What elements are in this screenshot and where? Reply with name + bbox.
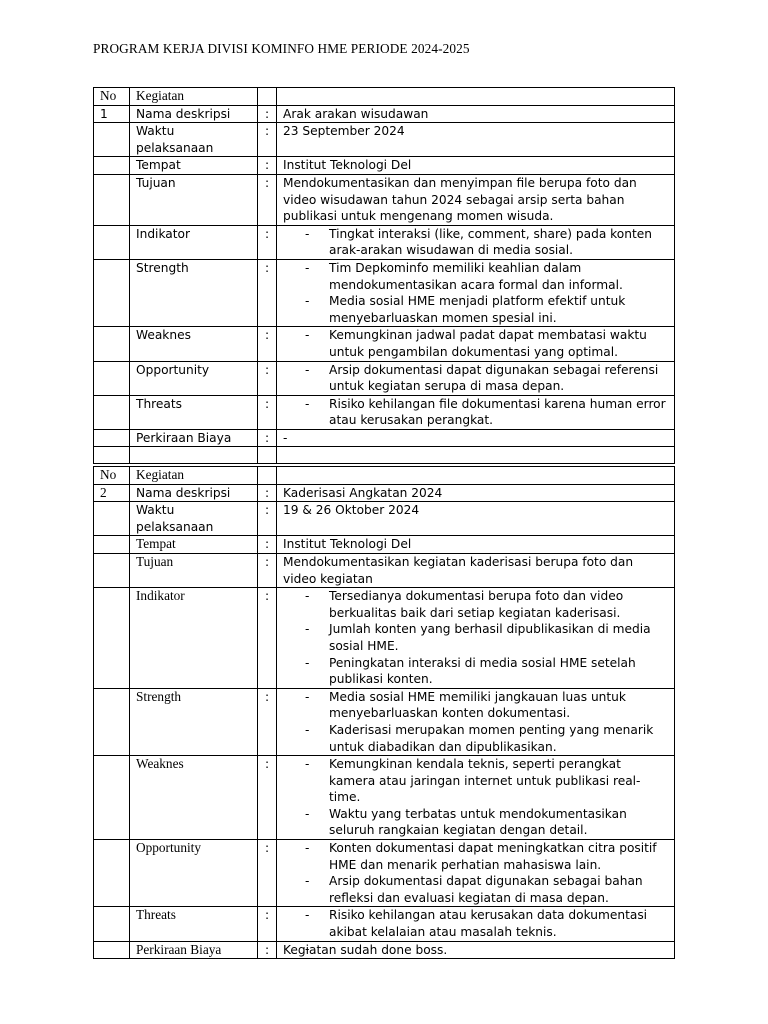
row-biaya: Perkiraan Biaya : - xyxy=(94,429,675,447)
strength-list xyxy=(283,689,668,755)
row-strength: Strength : - Tim Depkominfo memiliki keahlian dalam mendokumentasikan acara formal dan informal. - Media sosial HME menjadi platform efektif untuk menyebarluaskan momen spesial ini. xyxy=(94,259,675,326)
value-waktu: 23 September 2024 xyxy=(277,123,675,157)
row-opportunity: Opportunity : - Arsip dokumentasi dapat digunakan sebagai referensi untuk kegiatan serupa di masa depan. xyxy=(94,361,675,395)
list-item: - Media sosial HME menjadi platform efektif untuk menyebarluaskan momen spesial ini. xyxy=(283,293,668,326)
program-table-2 xyxy=(93,466,675,959)
row-weaknes: Weaknes : - Kemungkinan jadwal padat dapat membatasi waktu untuk pengambilan dokumentasi yang optimal. xyxy=(94,327,675,361)
list-item: - Risiko kehilangan atau kerusakan data dokumentasi akibat kelalaian atau masalah teknis. xyxy=(283,907,668,940)
label-opportunity: Opportunity xyxy=(130,361,258,395)
label-opportunity: Opportunity xyxy=(130,840,258,907)
value-tujuan: Mendokumentasikan dan menyimpan file berupa foto dan video wisudawan tahun 2024 sebagai arsip serta bahan publikasi untuk mengenang momen wisuda. xyxy=(277,174,675,225)
list-item: - Kemungkinan jadwal padat dapat membatasi waktu untuk pengambilan dokumentasi yang optimal. xyxy=(283,327,668,360)
value-tempat: Institut Teknologi Del xyxy=(277,536,675,554)
list-item: - Tingkat interaksi (like, comment, share) pada konten arak-arakan wisudawan di media sosial. xyxy=(283,226,668,259)
label-weaknes: Weaknes xyxy=(130,327,258,361)
label-weaknes: Weaknes xyxy=(130,756,258,840)
header-kegiatan: Kegiatan xyxy=(130,88,258,106)
list-item: - Arsip dokumentasi dapat digunakan sebagai referensi untuk kegiatan serupa di masa depan. xyxy=(283,362,668,395)
list-item: - Tersedianya dokumentasi berupa foto dan video berkualitas baik dari setiap kegiatan kaderisasi. xyxy=(283,588,668,621)
header-kegiatan: Kegiatan xyxy=(130,467,258,485)
opportunity-list xyxy=(283,840,668,906)
row-weaknes: Weaknes : - Kemungkinan kendala teknis, seperti perangkat kamera atau jaringan internet untuk publikasi real-time. - Waktu yang terbatas untuk mendokumentasikan seluruh rangkaian kegiatan dengan detail. xyxy=(94,756,675,840)
value-biaya: - xyxy=(277,429,675,447)
activity-number: 2 xyxy=(94,484,130,502)
label-waktu: Waktu pelaksanaan xyxy=(130,502,258,536)
label-biaya: Perkiraan Biaya xyxy=(130,941,258,959)
label-indikator: Indikator xyxy=(130,588,258,689)
value-biaya: Kegiatan sudah done boss. xyxy=(277,941,675,959)
row-indikator: Indikator : - Tersedianya dokumentasi berupa foto dan video berkualitas baik dari setiap kegiatan kaderisasi. - Jumlah konten yang berhasil dipublikasikan di media sosial HME. - Peningkatan interaksi di media sosial HME setelah publikasi konten. xyxy=(94,588,675,689)
list-item: - Kaderisasi merupakan momen penting yang menarik untuk diabadikan dan dipublikasikan. xyxy=(283,722,668,755)
page-title: PROGRAM KERJA DIVISI KOMINFO HME PERIODE 2024-2025 xyxy=(93,41,470,56)
row-biaya: Perkiraan Biaya : Kegiatan sudah done boss. xyxy=(94,941,675,959)
program-table-1 xyxy=(93,87,675,464)
weaknes-list xyxy=(283,327,668,360)
row-waktu: Waktu pelaksanaan : 23 September 2024 xyxy=(94,123,675,157)
label-threats: Threats xyxy=(130,395,258,429)
value-tempat: Institut Teknologi Del xyxy=(277,157,675,175)
row-indikator: Indikator : - Tingkat interaksi (like, comment, share) pada konten arak-arakan wisudawan di media sosial. xyxy=(94,225,675,259)
list-item: - Risiko kehilangan file dokumentasi karena human error atau kerusakan perangkat. xyxy=(283,396,668,429)
indikator-list xyxy=(283,226,668,259)
list-item: - Waktu yang terbatas untuk mendokumentasikan seluruh rangkaian kegiatan dengan detail. xyxy=(283,806,668,839)
value-tujuan: Mendokumentasikan kegiatan kaderisasi berupa foto dan video kegiatan xyxy=(277,553,675,587)
opportunity-list xyxy=(283,362,668,395)
row-threats: Threats : - Risiko kehilangan file dokumentasi karena human error atau kerusakan perangkat. xyxy=(94,395,675,429)
label-tujuan: Tujuan xyxy=(130,174,258,225)
label-tempat: Tempat xyxy=(130,536,258,554)
row-threats: Threats : - Risiko kehilangan atau kerusakan data dokumentasi akibat kelalaian atau masalah teknis. xyxy=(94,907,675,941)
value-waktu: 19 & 26 Oktober 2024 xyxy=(277,502,675,536)
list-item: - Peningkatan interaksi di media sosial HME setelah publikasi konten. xyxy=(283,655,668,688)
row-nama: 1 Nama deskripsi : Arak arakan wisudawan xyxy=(94,105,675,123)
table-header-row xyxy=(94,467,675,485)
threats-list xyxy=(283,396,668,429)
label-threats: Threats xyxy=(130,907,258,941)
list-item: - Media sosial HME memiliki jangkauan luas untuk menyebarluaskan konten dokumentasi. xyxy=(283,689,668,722)
weaknes-list xyxy=(283,756,668,839)
row-opportunity: Opportunity : - Konten dokumentasi dapat meningkatkan citra positif HME dan menarik perhatian mahasiswa lain. - Arsip dokumentasi dapat digunakan sebagai bahan refleksi dan evaluasi kegiatan di masa depan. xyxy=(94,840,675,907)
label-nama: Nama deskripsi xyxy=(130,484,258,502)
label-biaya: Perkiraan Biaya xyxy=(130,429,258,447)
threats-list xyxy=(283,907,668,940)
list-item: - Arsip dokumentasi dapat digunakan sebagai bahan refleksi dan evaluasi kegiatan di masa depan. xyxy=(283,873,668,906)
header-no: No xyxy=(94,88,130,106)
list-item: - Tim Depkominfo memiliki keahlian dalam mendokumentasikan acara formal dan informal. xyxy=(283,260,668,293)
row-nama: 2 Nama deskripsi : Kaderisasi Angkatan 2024 xyxy=(94,484,675,502)
list-item: - Kemungkinan kendala teknis, seperti perangkat kamera atau jaringan internet untuk publikasi real-time. xyxy=(283,756,668,806)
row-tempat: Tempat : Institut Teknologi Del xyxy=(94,536,675,554)
label-nama: Nama deskripsi xyxy=(130,105,258,123)
label-tujuan: Tujuan xyxy=(130,553,258,587)
value-nama: Arak arakan wisudawan xyxy=(277,105,675,123)
label-indikator: Indikator xyxy=(130,225,258,259)
table-header-row xyxy=(94,88,675,106)
value-nama: Kaderisasi Angkatan 2024 xyxy=(277,484,675,502)
list-item: - Konten dokumentasi dapat meningkatkan citra positif HME dan menarik perhatian mahasiswa lain. xyxy=(283,840,668,873)
row-tujuan: Tujuan : Mendokumentasikan dan menyimpan file berupa foto dan video wisudawan tahun 2024 sebagai arsip serta bahan publikasi untuk mengenang momen wisuda. xyxy=(94,174,675,225)
header-no: No xyxy=(94,467,130,485)
row-tujuan: Tujuan : Mendokumentasikan kegiatan kaderisasi berupa foto dan video kegiatan xyxy=(94,553,675,587)
label-strength: Strength xyxy=(130,688,258,755)
strength-list xyxy=(283,260,668,326)
label-waktu: Waktu pelaksanaan xyxy=(130,123,258,157)
empty-row xyxy=(94,447,675,464)
row-tempat: Tempat : Institut Teknologi Del xyxy=(94,157,675,175)
indikator-list xyxy=(283,588,668,688)
row-strength: Strength : - Media sosial HME memiliki jangkauan luas untuk menyebarluaskan konten dokumentasi. - Kaderisasi merupakan momen penting yang menarik untuk diabadikan dan dipublikasikan. xyxy=(94,688,675,755)
activity-number: 1 xyxy=(94,105,130,123)
label-strength: Strength xyxy=(130,259,258,326)
row-waktu: Waktu pelaksanaan : 19 & 26 Oktober 2024 xyxy=(94,502,675,536)
label-tempat: Tempat xyxy=(130,157,258,175)
list-item: - Jumlah konten yang berhasil dipublikasikan di media sosial HME. xyxy=(283,621,668,654)
